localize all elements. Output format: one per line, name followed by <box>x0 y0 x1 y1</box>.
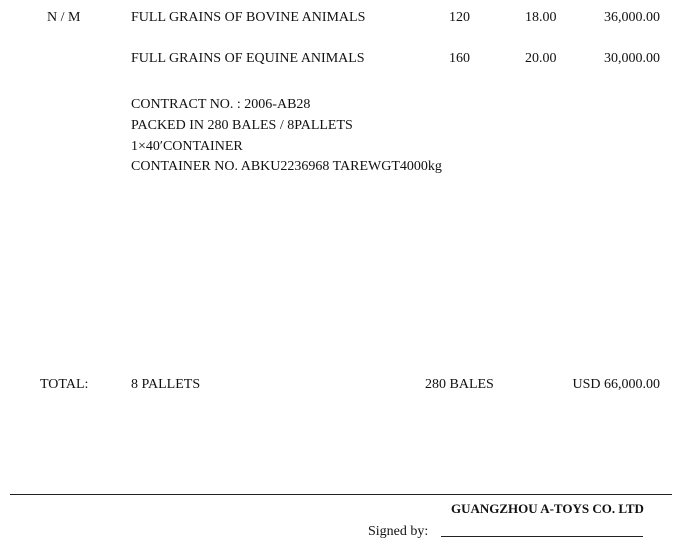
item-2-amount: 30,000.00 <box>604 51 660 66</box>
item-1-quantity: 120 <box>449 10 470 25</box>
total-label: TOTAL: <box>40 377 89 392</box>
item-1-unit-price: 18.00 <box>525 10 557 25</box>
contract-number: CONTRACT NO. : 2006-AB28 <box>131 97 311 112</box>
total-amount: USD 66,000.00 <box>572 377 660 392</box>
item-1-description: FULL GRAINS OF BOVINE ANIMALS <box>131 10 366 25</box>
signature-line <box>441 536 643 537</box>
container-size: 1×40′CONTAINER <box>131 139 243 154</box>
item-2-quantity: 160 <box>449 51 470 66</box>
footer-divider <box>10 494 672 495</box>
item-1-amount: 36,000.00 <box>604 10 660 25</box>
signed-by-label: Signed by: <box>368 524 429 539</box>
shipping-marks: N / M <box>47 10 81 25</box>
total-pallets: 8 PALLETS <box>131 377 201 392</box>
company-name: GUANGZHOU A-TOYS CO. LTD <box>451 501 644 516</box>
total-bales: 280 BALES <box>425 377 494 392</box>
item-2-unit-price: 20.00 <box>525 51 557 66</box>
item-2-description: FULL GRAINS OF EQUINE ANIMALS <box>131 51 365 66</box>
packing-info: PACKED IN 280 BALES / 8PALLETS <box>131 118 353 133</box>
container-number: CONTAINER NO. ABKU2236968 TAREWGT4000kg <box>131 159 442 174</box>
